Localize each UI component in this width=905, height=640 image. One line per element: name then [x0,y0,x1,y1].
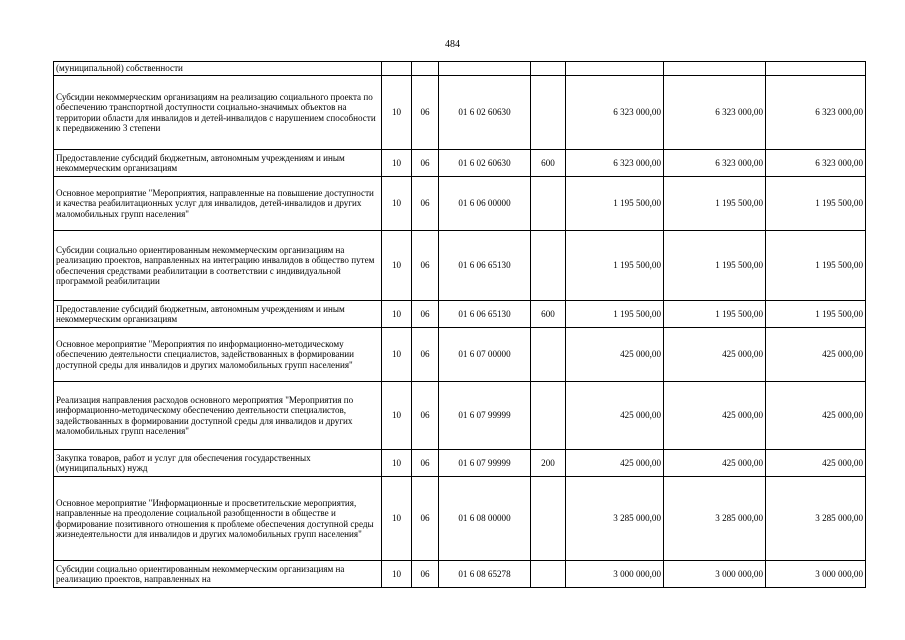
amount-year-3: 6 323 000,00 [766,150,866,177]
table-row [54,382,866,450]
subsection-code: 06 [412,150,439,177]
section-code: 10 [382,301,412,328]
section-code: 10 [382,477,412,561]
amount-year-2: 1 195 500,00 [664,301,766,328]
amount-year-2: 6 323 000,00 [664,76,766,150]
row-description: Основное мероприятие "Мероприятия, направленные на повышение доступности и качества реабилитационных услуг для инвалидов, детей-инвалидов и других маломобильных групп населения" [54,177,382,231]
section-code: 10 [382,76,412,150]
expense-type-code [531,382,566,450]
section-code: 10 [382,150,412,177]
row-description: Основное мероприятие "Информационные и просветительские мероприятия, направленные на преодоление социальной разобщенности в обществе и формирование позитивного отношения к проблеме обеспечения доступной среды жизнедеятельности для инвалидов и других маломобильных групп населения" [54,477,382,561]
section-code: 10 [382,231,412,301]
expense-type-code [531,328,566,382]
table-row [54,231,866,301]
table-row [54,561,866,588]
subsection-code [412,62,439,76]
table-row [54,76,866,150]
amount-year-1: 3 285 000,00 [566,477,664,561]
amount-year-1 [566,62,664,76]
amount-year-1: 425 000,00 [566,450,664,477]
amount-year-1: 1 195 500,00 [566,301,664,328]
section-code [382,62,412,76]
amount-year-1: 1 195 500,00 [566,177,664,231]
amount-year-2: 425 000,00 [664,328,766,382]
expense-type-code [531,477,566,561]
target-article-code: 01 6 08 00000 [439,477,531,561]
amount-year-1: 1 195 500,00 [566,231,664,301]
amount-year-1: 6 323 000,00 [566,76,664,150]
amount-year-2: 3 000 000,00 [664,561,766,588]
row-description: (муниципальной) собственности [54,62,382,76]
expense-type-code [531,62,566,76]
budget-table [53,61,866,588]
section-code: 10 [382,328,412,382]
target-article-code: 01 6 07 99999 [439,450,531,477]
amount-year-1: 425 000,00 [566,382,664,450]
amount-year-3: 425 000,00 [766,450,866,477]
amount-year-3: 425 000,00 [766,382,866,450]
subsection-code: 06 [412,328,439,382]
row-description: Субсидии некоммерческим организациям на реализацию социального проекта по обеспечению транспортной доступности социально-значимых объектов на территории области для инвалидов и детей-инвалидов с нарушением способности к передвижению 3 степени [54,76,382,150]
subsection-code: 06 [412,231,439,301]
expense-type-code: 600 [531,301,566,328]
amount-year-1: 6 323 000,00 [566,150,664,177]
target-article-code: 01 6 02 60630 [439,150,531,177]
subsection-code: 06 [412,301,439,328]
subsection-code: 06 [412,76,439,150]
amount-year-1: 425 000,00 [566,328,664,382]
amount-year-2: 6 323 000,00 [664,150,766,177]
amount-year-2: 1 195 500,00 [664,231,766,301]
subsection-code: 06 [412,382,439,450]
amount-year-3: 425 000,00 [766,328,866,382]
amount-year-2 [664,62,766,76]
amount-year-3: 1 195 500,00 [766,301,866,328]
row-description: Предоставление субсидий бюджетным, автономным учреждениям и иным некоммерческим организациям [54,301,382,328]
table-row [54,328,866,382]
expense-type-code [531,561,566,588]
target-article-code: 01 6 06 00000 [439,177,531,231]
row-description: Основное мероприятие "Мероприятия по информационно-методическому обеспечению деятельности специалистов, задействованных в формировании доступной среды для инвалидов и других маломобильных групп населения" [54,328,382,382]
expense-type-code [531,76,566,150]
table-row [54,477,866,561]
amount-year-1: 3 000 000,00 [566,561,664,588]
target-article-code: 01 6 06 65130 [439,231,531,301]
subsection-code: 06 [412,561,439,588]
subsection-code: 06 [412,450,439,477]
target-article-code: 01 6 02 60630 [439,76,531,150]
table-row [54,62,866,76]
row-description: Субсидии социально ориентированным некоммерческим организациям на реализацию проектов, направленных на [54,561,382,588]
subsection-code: 06 [412,177,439,231]
target-article-code: 01 6 06 65130 [439,301,531,328]
amount-year-2: 425 000,00 [664,382,766,450]
target-article-code: 01 6 07 99999 [439,382,531,450]
row-description: Закупка товаров, работ и услуг для обеспечения государственных (муниципальных) нужд [54,450,382,477]
section-code: 10 [382,561,412,588]
amount-year-2: 3 285 000,00 [664,477,766,561]
table-row [54,301,866,328]
expense-type-code: 200 [531,450,566,477]
section-code: 10 [382,450,412,477]
amount-year-2: 1 195 500,00 [664,177,766,231]
amount-year-3: 3 285 000,00 [766,477,866,561]
row-description: Субсидии социально ориентированным некоммерческим организациям на реализацию проектов, направленных на интеграцию инвалидов в общество путем обеспечения средствами реабилитации в соответствии с индивидуальной программой реабилитации [54,231,382,301]
row-description: Реализация направления расходов основного мероприятия "Мероприятия по информационно-методическому обеспечению деятельности специалистов, задействованных в формировании доступной среды для инвалидов и других маломобильных групп населения" [54,382,382,450]
amount-year-3: 3 000 000,00 [766,561,866,588]
amount-year-3: 1 195 500,00 [766,231,866,301]
section-code: 10 [382,382,412,450]
target-article-code: 01 6 07 00000 [439,328,531,382]
table-row [54,177,866,231]
amount-year-3 [766,62,866,76]
section-code: 10 [382,177,412,231]
amount-year-3: 1 195 500,00 [766,177,866,231]
amount-year-2: 425 000,00 [664,450,766,477]
target-article-code [439,62,531,76]
page-number: 484 [445,39,460,50]
expense-type-code: 600 [531,150,566,177]
expense-type-code [531,177,566,231]
target-article-code: 01 6 08 65278 [439,561,531,588]
row-description: Предоставление субсидий бюджетным, автономным учреждениям и иным некоммерческим организациям [54,150,382,177]
subsection-code: 06 [412,477,439,561]
table-row [54,450,866,477]
table-row [54,150,866,177]
expense-type-code [531,231,566,301]
amount-year-3: 6 323 000,00 [766,76,866,150]
